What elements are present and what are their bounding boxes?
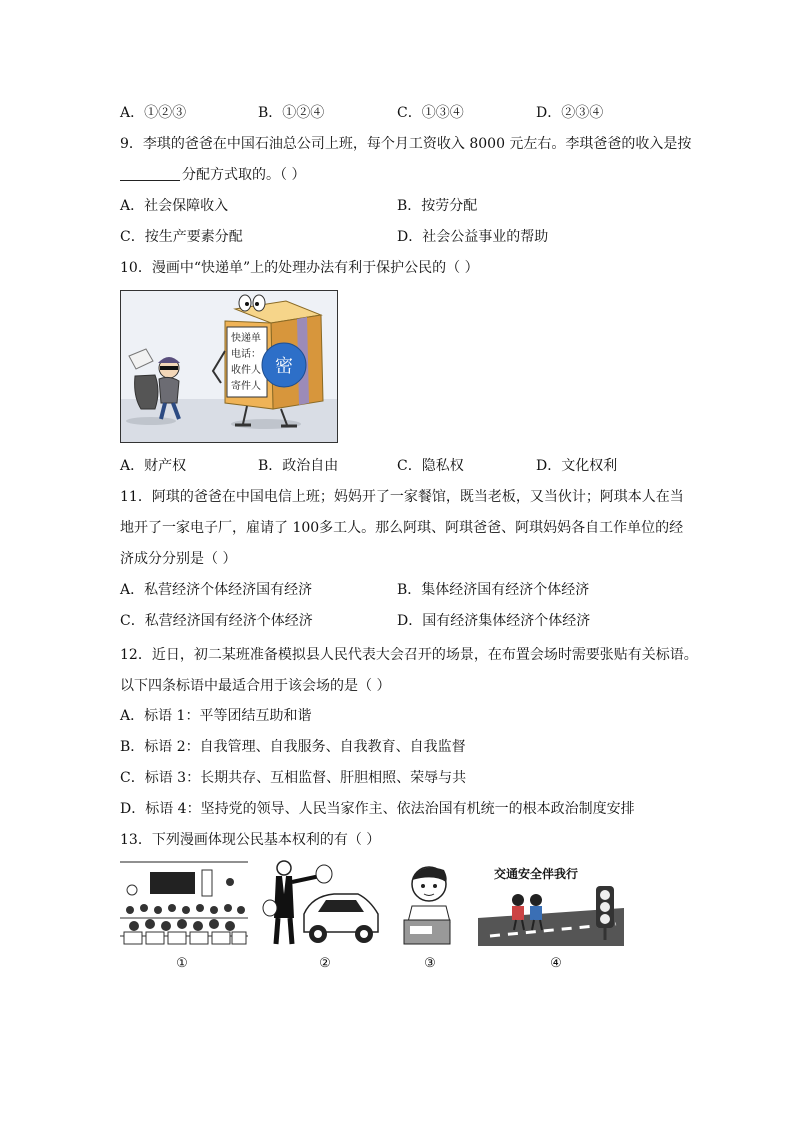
- q13-stem: 13．下列漫画体现公民基本权利的有（ ）: [120, 832, 381, 848]
- q13-figure-man-and-car: [262, 858, 382, 946]
- q9-stem-line2: [120, 165, 305, 185]
- q13-caption-4: ④: [550, 956, 562, 971]
- answer-blank: [120, 166, 180, 181]
- q8-option-c: C．①③④: [397, 105, 464, 121]
- q12-option-d: D．标语 4：坚持党的领导、人民当家作主、依法治国有机统一的根本政治制度安排: [120, 801, 635, 817]
- q9-option-a: A．社会保障收入: [120, 198, 229, 214]
- cartoon-box-line-phone: 电话：: [231, 349, 261, 360]
- q12-stem-line1: 12．近日，初二某班准备模拟县人民代表大会召开的场景，在布置会场时需要张贴有关标语。: [120, 647, 698, 663]
- q11-stem-line3: 济成分分别是（ ）: [120, 551, 237, 567]
- q13-figure-classroom: [120, 860, 248, 946]
- q8-option-d: D．②③④: [536, 105, 604, 121]
- q10-option-c: C．隐私权: [397, 458, 464, 474]
- q9-option-b: B．按劳分配: [397, 198, 478, 214]
- q10-option-d: D．文化权利: [536, 458, 618, 474]
- q12-stem-line2: 以下四条标语中最适合用于该会场的是（ ）: [120, 678, 391, 694]
- cartoon-box-title: 快递单: [231, 333, 261, 344]
- q13-figure-traffic-safety: [478, 860, 624, 946]
- q9-option-c: C．按生产要素分配: [120, 229, 243, 245]
- q12-option-c: C．标语 3：长期共存、互相监督、肝胆相照、荣辱与共: [120, 770, 467, 786]
- cartoon-box-line-recipient: 收件人: [231, 365, 261, 376]
- q10-option-b: B．政治自由: [258, 458, 339, 474]
- q13-caption-3: ③: [424, 956, 436, 971]
- q9-option-d: D．社会公益事业的帮助: [397, 229, 549, 245]
- q13-caption-2: ②: [319, 956, 331, 971]
- traffic-safety-title: 交通安全伴我行: [494, 867, 579, 881]
- q11-option-a: A．私营经济个体经济国有经济: [120, 582, 313, 598]
- q11-option-c: C．私营经济国有经济个体经济: [120, 613, 313, 629]
- cartoon-stamp-secret: 密: [275, 356, 293, 377]
- q10-option-a: A．财产权: [120, 458, 187, 474]
- cartoon-box-line-sender: 寄件人: [231, 381, 261, 392]
- q9-stem-line2-text: 分配方式取的。（ ）: [182, 167, 306, 183]
- q10-cartoon: [120, 290, 338, 443]
- q11-stem-line2: 地开了一家电子厂，雇请了 100多工人。那么阿琪、阿琪爸爸、阿琪妈妈各自工作单位的经: [120, 520, 684, 536]
- q8-option-a: A．①②③: [120, 105, 187, 121]
- q10-stem: 10．漫画中“快递单”上的处理办法有利于保护公民的（ ）: [120, 260, 479, 276]
- q11-option-b: B．集体经济国有经济个体经济: [397, 582, 590, 598]
- q12-option-a: A．标语 1：平等团结互助和谐: [120, 708, 312, 724]
- q8-option-b: B．①②④: [258, 105, 325, 121]
- q13-caption-1: ①: [176, 956, 188, 971]
- q11-stem-line1: 11．阿琪的爸爸在中国电信上班；妈妈开了一家餐馆，既当老板，又当伙计；阿琪本人在当: [120, 489, 684, 505]
- q12-option-b: B．标语 2：自我管理、自我服务、自我教育、自我监督: [120, 739, 466, 755]
- q9-stem-line1: 9．李琪的爸爸在中国石油总公司上班，每个月工资收入 8000 元左右。李琪爸爸的收入是按: [120, 136, 692, 152]
- q11-option-d: D．国有经济集体经济个体经济: [397, 613, 591, 629]
- q13-figure-student-voting: [398, 860, 460, 946]
